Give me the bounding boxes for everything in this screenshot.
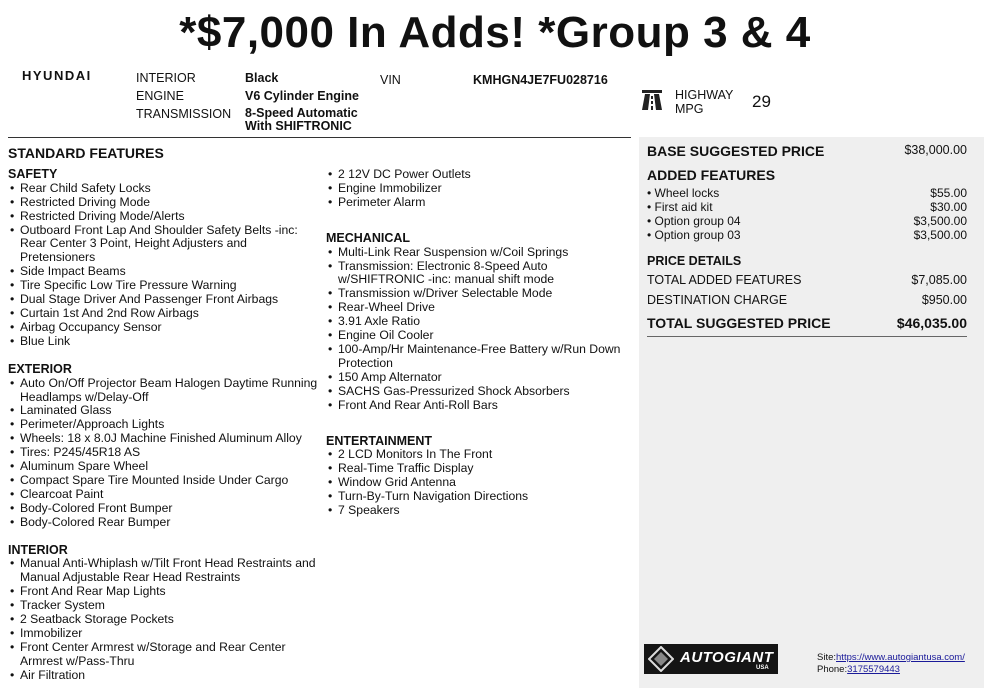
engine-value: V6 Cylinder Engine (245, 89, 359, 103)
total-added-row (647, 273, 967, 287)
feature-item: • Body-Colored Rear Bumper (8, 516, 318, 530)
feature-item: • Airbag Occupancy Sensor (8, 321, 318, 335)
feature-item: • Aluminum Spare Wheel (8, 460, 318, 474)
feature-item: • Perimeter/Approach Lights (8, 418, 318, 432)
price-divider (647, 336, 967, 337)
feature-item: • 100-Amp/Hr Maintenance-Free Battery w/Run Down Protection (326, 343, 631, 371)
feature-item: • Front Center Armrest w/Storage and Rear Center Armrest w/Pass-Thru (8, 641, 318, 669)
feature-item: • Tracker System (8, 599, 318, 613)
feature-item: • 2 LCD Monitors In The Front (326, 448, 631, 462)
feature-item: • Restricted Driving Mode (8, 196, 318, 210)
added-feature-amount: $30.00 (930, 200, 967, 214)
safety-list (8, 182, 318, 349)
feature-item: • Clearcoat Paint (8, 488, 318, 502)
feature-item: • Body-Colored Front Bumper (8, 502, 318, 516)
site-label: Site: (817, 652, 837, 663)
feature-item: • Compact Spare Tire Mounted Inside Under Cargo (8, 474, 318, 488)
highway-mpg-label (675, 88, 733, 116)
destination-row (647, 293, 967, 307)
entertainment-list (326, 448, 631, 518)
feature-item: • Immobilizer (8, 627, 318, 641)
feature-item: • Turn-By-Turn Navigation Directions (326, 490, 631, 504)
exterior-heading: EXTERIOR (8, 361, 72, 376)
dealer-contact (817, 652, 965, 676)
feature-item: • Perimeter Alarm (326, 196, 631, 210)
highway-mpg-value: 29 (752, 92, 771, 111)
price-details-heading: PRICE DETAILS (647, 254, 742, 268)
added-feature-label: • First aid kit (647, 200, 713, 214)
features-column-2 (326, 168, 631, 532)
transmission-label: TRANSMISSION (136, 107, 232, 121)
feature-item: • Manual Anti-Whiplash w/Tilt Front Head Restraints and Manual Adjustable Rear Head Restraints (8, 557, 318, 585)
feature-item: • Engine Oil Cooler (326, 329, 631, 343)
added-feature-row (647, 200, 967, 214)
transmission-value-line1: 8-Speed Automatic (245, 106, 358, 120)
base-price-row (647, 143, 967, 159)
added-feature-amount: $55.00 (930, 186, 967, 200)
feature-item: • 150 Amp Alternator (326, 371, 631, 385)
added-feature-row (647, 186, 967, 200)
mechanical-list (326, 246, 631, 413)
added-feature-label: • Option group 03 (647, 228, 741, 242)
feature-item: • Window Grid Antenna (326, 476, 631, 490)
added-feature-row (647, 214, 967, 228)
destination-value: $950.00 (921, 293, 967, 307)
vin-label: VIN (380, 73, 401, 87)
feature-item: • Tire Specific Low Tire Pressure Warning (8, 279, 318, 293)
added-feature-row (647, 228, 967, 242)
added-feature-amount: $3,500.00 (913, 228, 967, 242)
feature-item: • Real-Time Traffic Display (326, 462, 631, 476)
feature-item: • Curtain 1st And 2nd Row Airbags (8, 307, 318, 321)
feature-item: • Auto On/Off Projector Beam Halogen Daytime Running Headlamps w/Delay-Off (8, 377, 318, 405)
phone-label: Phone: (817, 664, 848, 675)
feature-item: • Rear-Wheel Drive (326, 301, 631, 315)
feature-item: • Front And Rear Anti-Roll Bars (326, 399, 631, 413)
price-panel (639, 137, 984, 688)
features-column-1 (8, 147, 318, 697)
base-price-label: BASE SUGGESTED PRICE (647, 143, 825, 159)
total-price-label: TOTAL SUGGESTED PRICE (647, 315, 831, 331)
feature-item: • Tires: P245/45R18 AS (8, 446, 318, 460)
interior-heading: INTERIOR (8, 542, 68, 557)
feature-item: • 2 12V DC Power Outlets (326, 168, 631, 182)
feature-item: • Engine Immobilizer (326, 182, 631, 196)
total-added-value: $7,085.00 (911, 273, 967, 287)
base-price-value: $38,000.00 (904, 143, 967, 157)
feature-item: • Transmission w/Driver Selectable Mode (326, 287, 631, 301)
feature-item: • Air Filtration (8, 669, 318, 683)
feature-item: • Wheels: 18 x 8.0J Machine Finished Aluminum Alloy (8, 432, 318, 446)
transmission-value-line2: With SHIFTRONIC (245, 119, 352, 133)
feature-item: • Transmission: Electronic 8-Speed Auto w/SHIFTRONIC -inc: manual shift mode (326, 260, 631, 288)
total-price-row (647, 315, 967, 331)
divider (8, 137, 631, 138)
feature-item: • Side Impact Beams (8, 265, 318, 279)
standard-features-heading: STANDARD FEATURES (8, 145, 164, 161)
total-price-value: $46,035.00 (896, 315, 967, 331)
security-list (326, 168, 631, 210)
feature-item: • Blue Link (8, 335, 318, 349)
added-feature-label: • Wheel locks (647, 186, 720, 200)
site-link[interactable]: https://www.autogiantusa.com/ (836, 652, 965, 663)
interior-value: Black (245, 71, 279, 85)
feature-item: • Front And Rear Map Lights (8, 585, 318, 599)
spec-labels (136, 69, 231, 123)
vin-value: KMHGN4JE7FU028716 (473, 73, 608, 87)
added-feature-label: • Option group 04 (647, 214, 741, 228)
feature-item: • Outboard Front Lap And Shoulder Safety Belts -inc: Rear Center 3 Point, Height Adjusters and Pretensioners (8, 224, 318, 266)
feature-item: • 7 Speakers (326, 504, 631, 518)
highway-label-line2: MPG (675, 102, 704, 116)
mechanical-heading: MECHANICAL (326, 230, 411, 245)
feature-item: • 2 Seatback Storage Pockets (8, 613, 318, 627)
added-feature-amount: $3,500.00 (913, 214, 967, 228)
safety-heading: SAFETY (8, 166, 58, 181)
feature-item: • Dual Stage Driver And Passenger Front Airbags (8, 293, 318, 307)
entertainment-heading: ENTERTAINMENT (326, 433, 433, 448)
feature-item: • Rear Child Safety Locks (8, 182, 318, 196)
spec-values (245, 69, 359, 133)
feature-item: • 3.91 Axle Ratio (326, 315, 631, 329)
phone-link[interactable]: 3175579443 (847, 664, 900, 675)
brand-logo: HYUNDAI (22, 68, 92, 83)
feature-item: • Restricted Driving Mode/Alerts (8, 210, 318, 224)
interior-label: INTERIOR (136, 71, 196, 85)
dealer-logo (644, 644, 778, 674)
highway-icon (642, 90, 662, 110)
exterior-list (8, 377, 318, 530)
feature-item: • Laminated Glass (8, 404, 318, 418)
autogiant-logo-mark (648, 646, 674, 672)
page-title: *$7,000 In Adds! *Group 3 & 4 (179, 8, 811, 57)
destination-label: DESTINATION CHARGE (647, 293, 788, 307)
feature-item: • SACHS Gas-Pressurized Shock Absorbers (326, 385, 631, 399)
feature-item: • Multi-Link Rear Suspension w/Coil Springs (326, 246, 631, 260)
dealer-sub: USA (756, 665, 769, 671)
engine-label: ENGINE (136, 89, 184, 103)
added-features-heading: ADDED FEATURES (647, 167, 776, 183)
dealer-name: AUTOGIANT (680, 649, 774, 666)
highway-label-line1: HIGHWAY (675, 88, 734, 102)
total-added-label: TOTAL ADDED FEATURES (647, 273, 802, 287)
interior-list (8, 557, 318, 682)
